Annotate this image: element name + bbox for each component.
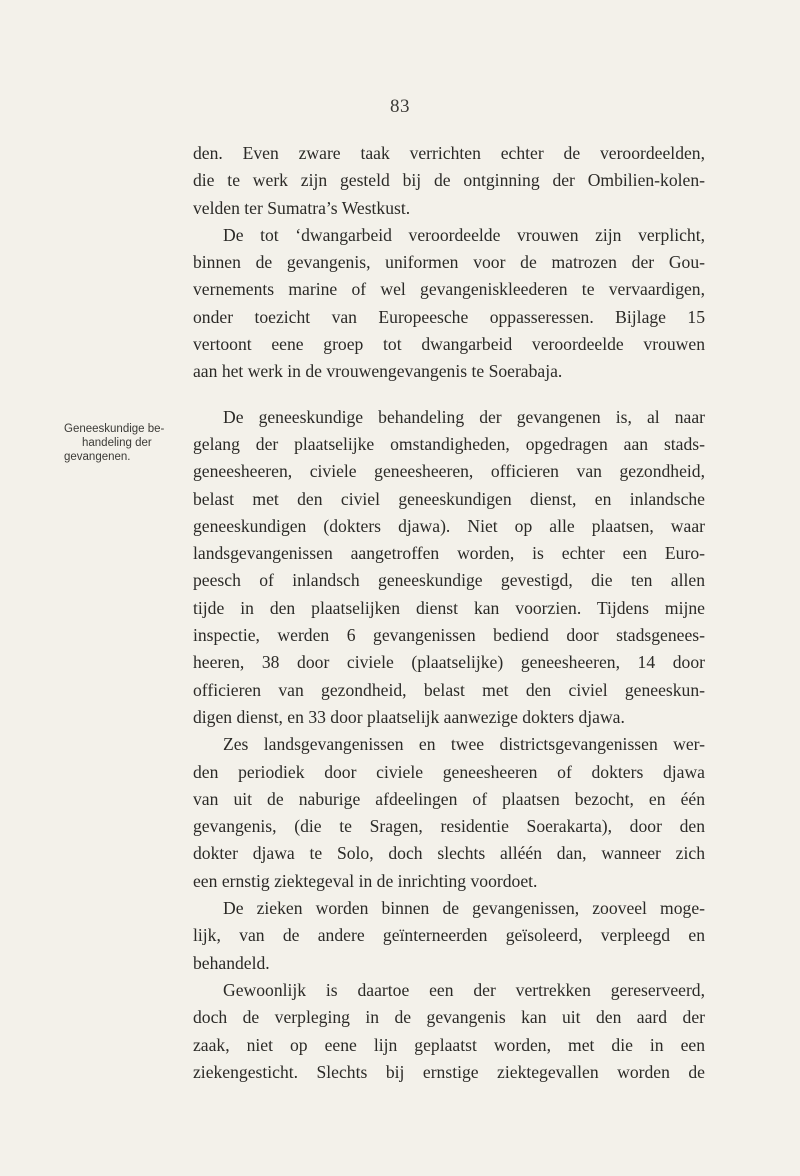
text-line: tijde in den plaatselijken dienst kan voorzien. Tijdens mijne bbox=[193, 597, 705, 618]
text-line: Gewoonlijk is daartoe een der vertrekken gereserveerd, bbox=[223, 979, 705, 1000]
paragraph bbox=[193, 404, 705, 732]
text-line: aan het werk in de vrouwengevangenis te Soerabaja. bbox=[193, 361, 563, 382]
margin-note bbox=[64, 422, 184, 464]
text-line: den. Even zware taak verrichten echter de veroordeelden, bbox=[193, 143, 705, 163]
text-line: velden ter Sumatra’s Westkust. bbox=[193, 197, 411, 218]
paragraph bbox=[193, 895, 705, 977]
text-line: De zieken worden binnen de gevangenissen, zooveel moge- bbox=[223, 898, 705, 919]
text-line: heeren, 38 door civiele (plaatselijke) geneesheeren, 14 door bbox=[193, 652, 705, 673]
text-line: inspectie, werden 6 gevangenissen bediend door stadsgenees- bbox=[193, 625, 705, 646]
text-line: landsgevangenissen aangetroffen worden, is echter een Euro- bbox=[193, 543, 705, 564]
text-line: geneeskundigen (dokters djawa). Niet op alle plaatsen, waar bbox=[193, 515, 705, 536]
text-line: doch de verpleging in de gevangenis kan uit den aard der bbox=[193, 1007, 705, 1028]
text-line: lijk, van de andere geïnterneerden geïsoleerd, verpleegd en bbox=[193, 925, 705, 946]
text-line: gelang der plaatselijke omstandigheden, opgedragen aan stads- bbox=[193, 433, 705, 454]
text-line: belast met den civiel geneeskundigen dienst, en inlandsche bbox=[193, 488, 705, 509]
text-line: ziekengesticht. Slechts bij ernstige ziektegevallen worden de bbox=[193, 1061, 705, 1082]
text-line: vernements marine of wel gevangeniskleederen te vervaardigen, bbox=[193, 279, 705, 300]
text-line: geneesheeren, civiele geneesheeren, officieren van gezondheid, bbox=[193, 461, 705, 482]
text-line: onder toezicht van Europeesche oppasseressen. Bijlage 15 bbox=[193, 306, 705, 327]
text-line: den periodiek door civiele geneesheeren of dokters djawa bbox=[193, 761, 705, 782]
text-line: binnen de gevangenis, uniformen voor de matrozen der Gou- bbox=[193, 252, 705, 273]
text-line: officieren van gezondheid, belast met den civiel geneeskun- bbox=[193, 679, 705, 700]
paragraph-gap bbox=[193, 386, 705, 404]
text-line: zaak, niet op eene lijn geplaatst worden, met die in een bbox=[193, 1034, 705, 1055]
text-line: een ernstig ziektegeval in de inrichting voordoet. bbox=[193, 870, 538, 891]
margin-note-line: gevangenen. bbox=[64, 451, 131, 463]
text-line: vertoont eene groep tot dwangarbeid veroordeelde vrouwen bbox=[193, 334, 705, 355]
text-line: De geneeskundige behandeling der gevangenen is, al naar bbox=[223, 406, 705, 427]
text-line: van uit de naburige afdeelingen of plaatsen bezocht, en één bbox=[193, 788, 705, 809]
text-line: die te werk zijn gesteld bij de ontginning der Ombilien-kolen- bbox=[193, 170, 705, 191]
text-line: digen dienst, en 33 door plaatselijk aanwezige dokters djawa. bbox=[193, 706, 625, 727]
body-text bbox=[193, 140, 705, 1086]
text-line: behandeld. bbox=[193, 952, 270, 973]
text-line: peesch of inlandsch geneeskundige gevestigd, die ten allen bbox=[193, 570, 705, 591]
paragraph bbox=[193, 140, 705, 222]
margin-note-line: handeling der bbox=[82, 437, 152, 449]
paragraph bbox=[193, 731, 705, 895]
page-number: 83 bbox=[390, 96, 410, 117]
paragraph bbox=[193, 977, 705, 1086]
text-line: De tot ‘dwangarbeid veroordeelde vrouwen zijn verplicht, bbox=[223, 224, 705, 245]
margin-note-line: Geneeskundige be- bbox=[64, 423, 165, 435]
paragraph bbox=[193, 222, 705, 386]
text-line: Zes landsgevangenissen en twee districtsgevangenissen wer- bbox=[223, 734, 705, 755]
text-line: dokter djawa te Solo, doch slechts alléén dan, wanneer zich bbox=[193, 843, 705, 864]
text-line: gevangenis, (die te Sragen, residentie Soerakarta), door den bbox=[193, 816, 705, 837]
